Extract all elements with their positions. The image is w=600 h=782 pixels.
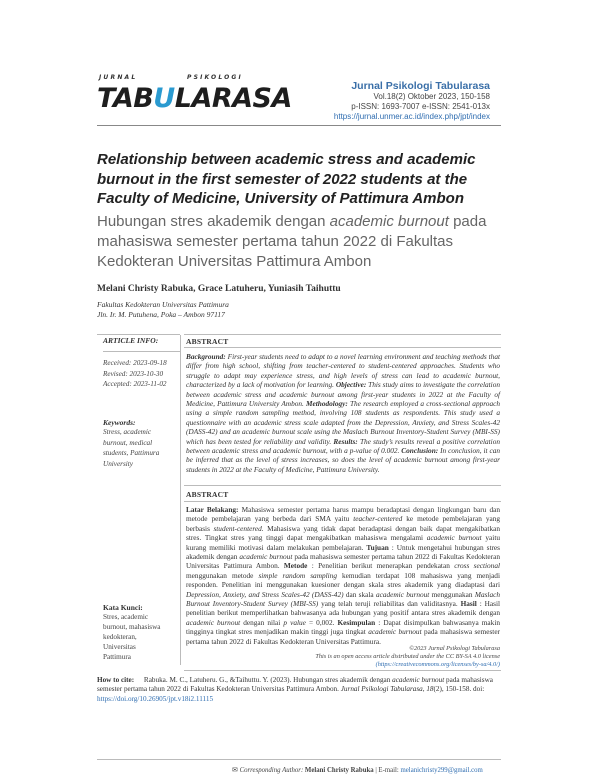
mail-icon: ✉ bbox=[232, 766, 238, 774]
column-divider bbox=[180, 335, 181, 665]
logo-word: TABULARASA bbox=[97, 83, 292, 114]
affiliation: Fakultas Kedokteran Universitas Pattimura Jln. Ir. M. Putuhena, Poka – Ambon 97117 bbox=[97, 300, 229, 319]
abstract-en-text: Background: First-year students need to adapt to a novel learning environment and teaching methods that differ from high school, shifting from teacher-centered to student-centered approaches. Students who struggle to adapt may experience stress, and high levels of stress can lead to academic burnout, characterized by a lack of motivation for learning. Objective: This study aims to investigate the correlation between academic stress and academic burnout among first-year students in 2022 at the Faculty of Medicine, Pattimura University Ambon. Methodology: The research employed a cross-sectional approach using a simple random sampling method, involving 108 students as respondents. This study used a questionnaire with an academic stress scale adapted from the Depression, Anxiety, and Stress Scales-42 (DASS-42) and an academic burnout scale using the Maslach Burnout Inventory-Student Survey (MBI-SS) which has been tested for reliability and validity. Results: The study’s results reveal a positive correlation between academic stress and academic burnout, with a p-value of 0.002. Conclusion: In conclusion, it can be inferred that as the level of stress increases, so does the level of academic burnout among first-year students in 2022 at the Faculty of Medicine, Pattimura University. bbox=[186, 352, 501, 474]
journal-name: Jurnal Psikologi Tabularasa bbox=[351, 80, 490, 92]
keywords-en: Keywords: Stress, academic burnout, medical students, Pattimura University bbox=[103, 418, 183, 469]
title-english: Relationship between academic stress and academic burnout in the first semester of 2022 students at the Faculty of Medicine, University of Pattimura Ambon bbox=[97, 151, 476, 207]
logo-small-left: JURNAL bbox=[99, 74, 138, 81]
revised-date: Revised: 2023-10-30 bbox=[103, 369, 164, 378]
abstract-id-rule bbox=[184, 501, 501, 502]
license-block: ©2023 Jurnal Psikologi Tabularasa This is an open access article distributed under the CC BY-SA 4.0 license (https://creativecommons.org/licenses/by-sa/4.0/) bbox=[315, 645, 500, 669]
logo-small-right: PSIKOLOGI bbox=[187, 74, 243, 81]
received-date: Received: 2023-09-18 bbox=[103, 359, 167, 367]
article-info-heading: ARTICLE INFO: bbox=[103, 336, 159, 345]
keywords-heading: Keywords: bbox=[103, 418, 136, 427]
abstract-rule-top bbox=[184, 334, 501, 335]
cite-label: How to cite: bbox=[97, 676, 135, 684]
article-info bbox=[103, 336, 183, 390]
abstract-id-heading: ABSTRACT bbox=[186, 490, 229, 499]
journal-volume: Vol.18(2) Oktober 2023, 150-158 bbox=[373, 92, 490, 101]
abstract-id-text: Latar Belakang: Mahasiswa semester pertama harus mampu beradaptasi dengan lingkungan baru dan metode pembelajaran yang berbeda dari SMA yaitu teacher-centered ke metode pembelajaran yang berbasis student-centered. Mahasiswa yang tidak dapat beradaptasi dengan baik dapat mengakibatkan stres. Tingkat stres yang tinggi dapat mengakibatkan mahasiswa mengalami academic burnout yaitu kurang memiliki motivasi dalam melakukan pembelajaran. Tujuan : Untuk mengetahui hubungan stres akademik dengan academic burnout pada mahasiswa semester pertama tahun 2022 di Fakultas Kedokteran Universitas Pattimura Ambon. Metode : Penelitian berikut menerapkan pendekatan cross sectional menggunakan metode simple random sampling kemudian terdapat 108 mahasiswa yang menjadi responden. Penelitian ini menggunakan kuesioner dengan skala stres akademik yang diadaptasi dari Depression, Anxiety, and Stress Scales-42 (DASS-42) dan skala academic burnout menggunakan Maslach Burnout Inventory-Student Survey (MBI-SS) yang telah teruji reliabilitas dan validitasnya. Hasil : Hasil penelitian berikut memperlihatkan bahwasanya ada hubungan yang positif antara stres akademik dengan academic burnout dengan nilai p value = 0,002. Kesimpulan : Dapat disimpulkan bahwasanya makin tingginya tingkat stres menjadikan makin tinggi juga tingkat academic burnout pada mahasiswa semester pertama tahun 2022 di Fakultas Kedokteran Universitas Pattimura. bbox=[186, 505, 501, 646]
abstract-id-rule-top bbox=[184, 485, 501, 486]
abstract-rule bbox=[184, 347, 501, 348]
kata-kunci-heading: Kata Kunci: bbox=[103, 603, 143, 612]
journal-logo bbox=[97, 74, 292, 118]
article-info-rule bbox=[103, 351, 180, 352]
journal-issn: p-ISSN: 1693-7007 e-ISSN: 2541-013x bbox=[351, 102, 490, 111]
doi-link[interactable]: https://doi.org/10.26905/jpt.v18i2.11115 bbox=[97, 694, 214, 703]
abstract-rule-bottom bbox=[184, 670, 501, 671]
title-indonesian: Hubungan stres akademik dengan academic burnout pada mahasiswa semester pertama tahun 2022 di Fakultas Kedokteran Universitas Pattimura Ambon bbox=[97, 213, 487, 270]
authors: Melani Christy Rabuka, Grace Latuheru, Yuniasih Taihuttu bbox=[97, 284, 341, 294]
footer-rule bbox=[97, 759, 501, 760]
license-link[interactable]: (https://creativecommons.org/licenses/by-sa/4.0/) bbox=[375, 661, 500, 669]
journal-url-link[interactable]: https://jurnal.unmer.ac.id/index.php/jpt/index bbox=[333, 112, 490, 121]
corresponding-author: ✉ Corresponding Author: Melani Christy Rabuka | E-mail: melanichristy299@gmail.com bbox=[232, 766, 483, 774]
left-col-rule-top bbox=[97, 334, 180, 335]
header-divider bbox=[97, 125, 501, 126]
abstract-en-heading: ABSTRACT bbox=[186, 337, 229, 346]
journal-info bbox=[334, 80, 490, 122]
email-link[interactable]: melanichristy299@gmail.com bbox=[400, 767, 483, 774]
accepted-date: Accepted: 2023-11-02 bbox=[103, 380, 167, 388]
how-to-cite: How to cite: Rabuka. M. C., Latuheru. G., &Taihuttu. Y. (2023). Hubungan stres akademik dengan academic burnout pada mahasiswa semester pertama tahun 2022 di Fakultas Kedokteran Universitas Pattimura Ambon. Jurnal Psikologi Tabularasa, 18(2), 150-158. doi: https://doi.org/10.26905/jpt.v18i2.11115 bbox=[97, 676, 493, 703]
keywords-id: Kata Kunci: Stres, academic burnout, mahasiswa kedokteran, Universitas Pattimura bbox=[103, 603, 183, 662]
